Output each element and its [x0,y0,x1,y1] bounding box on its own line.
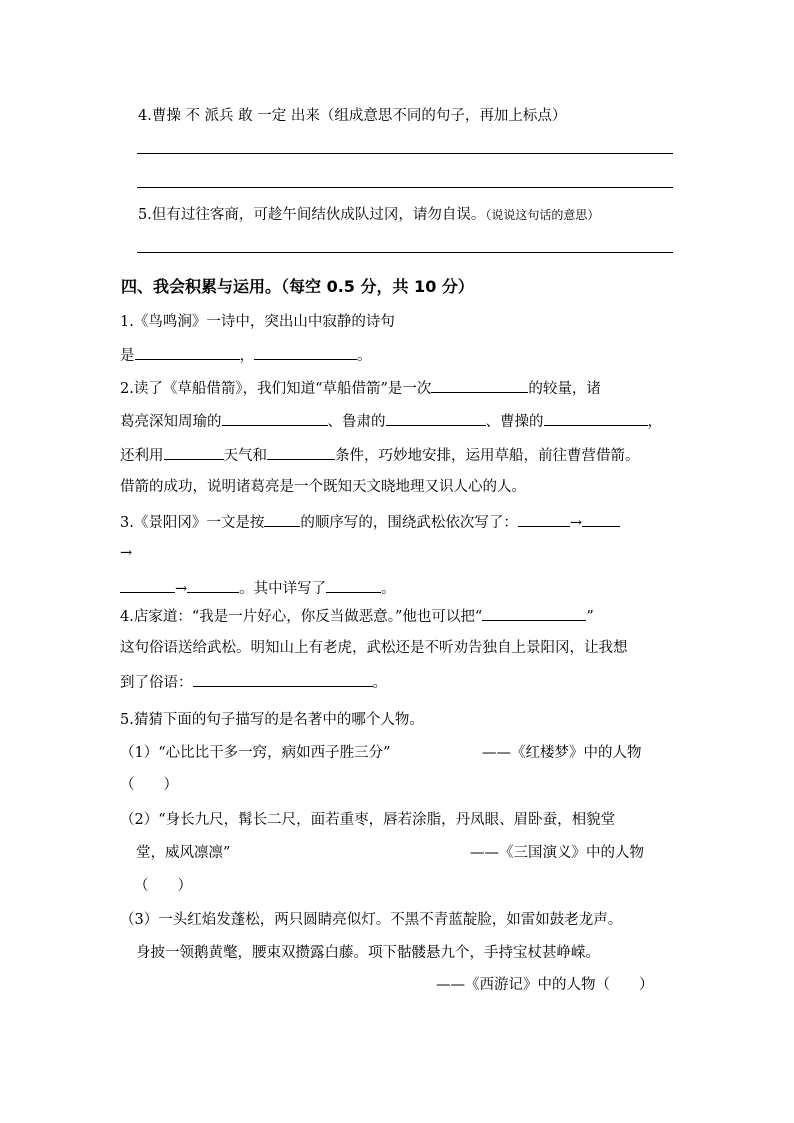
q4-2-text-d: 、鲁肃的 [327,414,386,430]
q4-5-item3-line1: （3）一头红焰发蓬松，两只圆睛亮似灯。不黑不青蓝靛脸，如雷如鼓老龙声。 [120,912,623,928]
q4-5-item1-answer[interactable]: （ ） [120,777,178,793]
q4-2-blank-1[interactable] [431,377,528,393]
q4-5-item2-source: ——《三国演义》中的人物 [470,845,644,861]
q4-1-prefix: 是 [120,348,135,364]
q4-2-text-b: 的较量，诸 [528,381,601,397]
q4-1-end: 。 [357,348,372,364]
q4-3-end: 。 [381,581,396,597]
q4-1-line2 [120,344,372,366]
q4-1-comma: ， [239,348,254,364]
question-3-5-text: 5.但有过往客商，可趁午间结伙成队过冈，请勿自误。 [138,207,486,223]
q4-1-blank-1[interactable] [135,344,240,360]
q4-2-blank-2[interactable] [222,410,328,426]
q4-1-line1: 1.《鸟鸣涧》一诗中，突出山中寂静的诗句 [120,314,395,330]
q4-3-blank-5[interactable] [187,577,239,593]
q4-4-text-a: 4.店家道：“我是一片好心，你反当做恶意。”他也可以把“ [120,609,483,625]
q4-3-line1 [120,511,620,533]
question-3-4-text: 4.曹操 不 派兵 敢 一定 出来（组成意思不同的句子，再加上标点） [138,108,567,124]
q4-4-end: 。 [372,675,387,691]
q4-5-item2-line2: 堂，威风凛凛” [136,845,231,861]
q4-3-line2 [120,543,132,563]
q4-3-text-a: 3.《景阳冈》一文是按 [120,515,265,531]
q4-2-blank-6[interactable] [267,444,335,460]
q4-5-item3-line2: 身披一领鹅黄氅，腰束双攒露白藤。项下骷髅悬九个，手持宝杖甚峥嵘。 [136,945,600,961]
q4-5-item2-line1: （2）“身长九尺，髯长二尺，面若重枣，唇若涂脂，丹凤眼、眉卧蚕，相貌堂 [120,812,616,828]
q4-2-text-h: 天气和 [223,448,267,464]
q4-5-intro: 5.猜猜下面的句子描写的是名著中的哪个人物。 [120,712,424,728]
q4-3-blank-6[interactable] [326,577,381,593]
q4-3-blank-1[interactable] [264,511,300,527]
q4-2-text-f: ， [647,414,662,430]
q4-5-item3-source: ——《西游记》中的人物（ ） [436,977,654,993]
q4-2-text-g: 还利用 [120,448,164,464]
q4-4-text-c: 到了俗语： [120,675,193,691]
q4-3-text-b: 的顺序写的，围绕武松依次写了： [300,515,518,531]
q4-2-text-i: 条件，巧妙地安排，运用草船，前往曹营借箭。 [335,448,640,464]
q4-2-line1 [120,377,601,399]
answer-line-3-5[interactable] [137,252,673,253]
q4-4-line3 [120,671,387,693]
q4-2-line3 [120,444,640,466]
q4-2-blank-4[interactable] [544,410,648,426]
q4-4-line2: 这句俗语送给武松。明知山上有老虎，武松还是不听劝告独自上景阳冈，让我想 [120,640,628,656]
question-3-5 [138,203,599,224]
q4-2-blank-3[interactable] [386,410,486,426]
q4-2-text-a: 2.读了《草船借箭》，我们知道“草船借箭”是一次 [120,381,432,397]
q4-2-text-c: 葛亮深知周瑜的 [120,414,222,430]
q4-3-arrow-1: → [569,515,582,531]
section-4-heading: 四、我会积累与运用。（每空 0.5 分，共 10 分） [121,277,474,296]
q4-3-blank-2[interactable] [518,511,570,527]
q4-3-arrow-3: → [175,581,188,597]
q4-3-arrow-2: → [120,545,133,561]
q4-1-blank-2[interactable] [254,344,357,360]
q4-4-line1 [120,605,594,627]
q4-4-blank-1[interactable] [482,605,586,621]
answer-line-3-4-b[interactable] [137,187,673,188]
q4-4-text-b: ” [586,609,594,625]
q4-3-text-c: 。其中详写了 [239,581,327,597]
question-3-5-note: （说说这句话的意思） [485,208,600,222]
q4-2-blank-5[interactable] [164,444,224,460]
q4-2-line4: 借箭的成功，说明诸葛亮是一个既知天文晓地理又识人心的人。 [120,479,526,495]
q4-2-text-e: 、曹操的 [485,414,544,430]
q4-3-blank-4[interactable] [120,577,175,593]
q4-5-item1-source: ——《红楼梦》中的人物 [482,745,642,761]
q4-4-blank-2[interactable] [193,671,373,687]
q4-5-item1-text: （1）“心比比干多一窍，病如西子胜三分” [120,745,391,761]
q4-3-line3 [120,577,396,599]
q4-2-line2 [120,410,662,432]
q4-3-blank-3[interactable] [582,511,620,527]
q4-5-item2-answer[interactable]: （ ） [134,878,192,894]
answer-line-3-4-a[interactable] [137,153,673,154]
